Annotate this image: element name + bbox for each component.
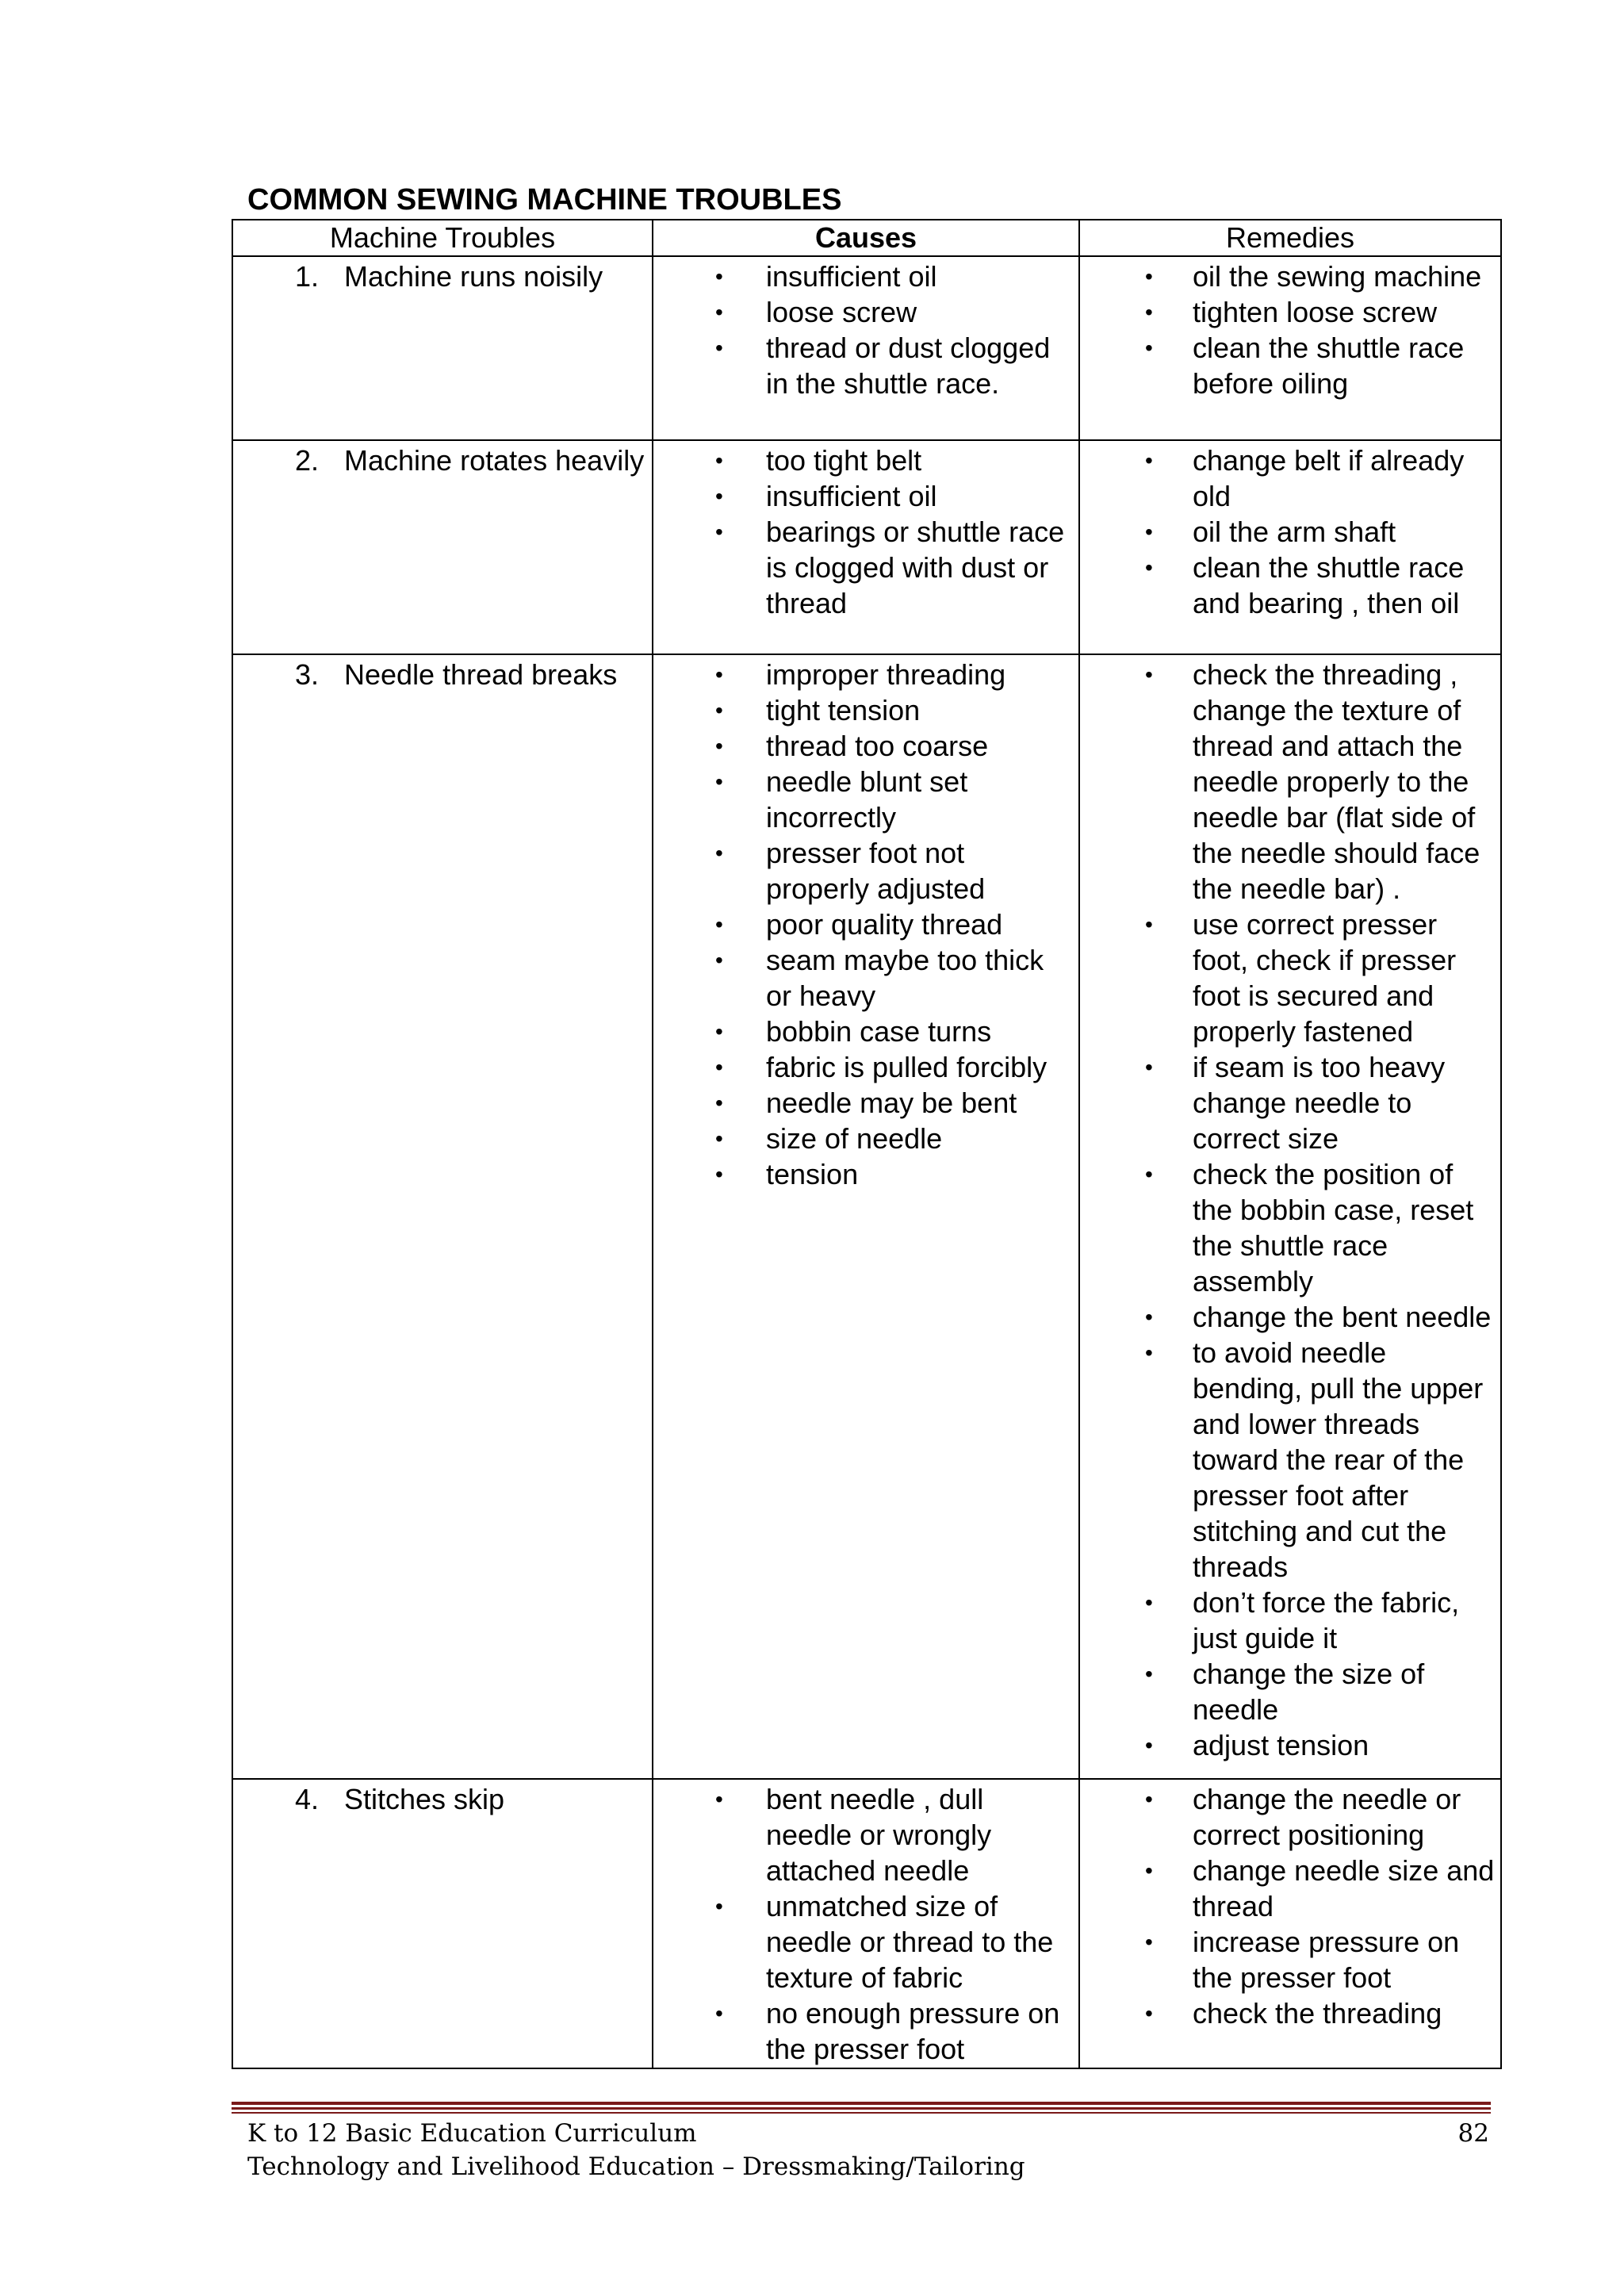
remedy-item [1080,514,1500,550]
trouble-text: Stitches skip [344,1783,505,1815]
footer-rule-thick [232,2102,1491,2105]
cause-item-text: unmatched size of needle or thread to the texture of fabric [766,1890,1054,1994]
bullet-icon: • [1145,300,1153,324]
remedy-item [1080,443,1500,514]
bullet-icon: • [715,1162,723,1186]
cause-item-text: thread too coarse [766,730,989,762]
bullet-icon: • [715,335,723,360]
bullet-icon: • [1145,264,1153,289]
remedy-item-text: check the threading , change the texture of thread and attach the needle properly to the needle bar (flat side of the needle should face the needle bar) . [1193,658,1480,905]
cause-item-text: bearings or shuttle race is clogged with dust or thread [766,516,1065,619]
header-causes: Causes [653,220,1079,256]
table-row [232,654,1501,1779]
remedy-item-text: to avoid needle bending, pull the upper and lower threads toward the rear of the presser foot after stitching and cut the threads [1193,1336,1484,1583]
bullet-icon: • [1145,1733,1153,1757]
remedy-item [1080,1781,1500,1853]
cause-item-text: fabric is pulled forcibly [766,1051,1048,1083]
cause-item [653,764,1078,835]
bullet-icon: • [1145,1055,1153,1079]
cause-item [653,1781,1078,1888]
cause-item-text: improper threading [766,658,1006,691]
trouble-cell [232,654,653,1779]
remedy-item [1080,1853,1500,1924]
cause-item [653,1995,1078,2067]
bullet-icon: • [1145,1662,1153,1686]
cause-item [653,514,1078,621]
remedy-item-text: clean the shuttle race before oiling [1193,332,1465,400]
remedy-item-text: oil the sewing machine [1193,260,1482,293]
remedy-item-text: oil the arm shaft [1193,516,1396,548]
cause-item-text: needle may be bent [766,1087,1017,1119]
remedy-item-text: change belt if already old [1193,444,1465,512]
bullet-icon: • [715,769,723,794]
header-remedies: Remedies [1079,220,1501,256]
cause-item [653,657,1078,692]
remedies-cell [1079,654,1501,1779]
remedies-list [1080,257,1500,401]
remedy-item-text: check the threading [1193,1997,1442,2030]
cause-item [653,294,1078,330]
bullet-icon: • [1145,662,1153,687]
trouble-text: Needle thread breaks [344,658,618,691]
bullet-icon: • [1145,1858,1153,1883]
bullet-icon: • [1145,1305,1153,1329]
cause-item-text: seam maybe too thick or heavy [766,944,1044,1012]
cause-item-text: too tight belt [766,444,922,477]
causes-list [653,441,1078,621]
remedy-item-text: tighten loose screw [1193,296,1438,328]
remedy-item [1080,1585,1500,1656]
remedy-item [1080,1656,1500,1727]
bullet-icon: • [715,1055,723,1079]
bullet-icon: • [715,841,723,865]
remedy-item [1080,330,1500,401]
remedy-item [1080,1924,1500,1995]
cause-item-text: bobbin case turns [766,1015,992,1048]
remedies-list [1080,441,1500,621]
bullet-icon: • [1145,448,1153,473]
cause-item-text: size of needle [766,1122,943,1155]
bullet-icon: • [1145,519,1153,544]
cause-item-text: presser foot not properly adjusted [766,837,986,905]
remedy-item [1080,1995,1500,2031]
cause-item [653,835,1078,907]
remedy-item [1080,657,1500,907]
bullet-icon: • [1145,335,1153,360]
trouble-number: 2. [295,444,320,477]
remedy-item [1080,907,1500,1049]
cause-item [653,692,1078,728]
remedy-item [1080,1335,1500,1585]
bullet-icon: • [715,1019,723,1044]
cause-item [653,907,1078,942]
cause-item [653,443,1078,478]
page-title: COMMON SEWING MACHINE TROUBLES [247,183,842,217]
bullet-icon: • [1145,912,1153,937]
cause-item-text: tension [766,1158,859,1190]
causes-cell [653,256,1079,440]
bullet-icon: • [1145,1340,1153,1365]
bullet-icon: • [715,484,723,508]
remedy-item-text: check the position of the bobbin case, reset the shuttle race assembly [1193,1158,1474,1297]
bullet-icon: • [715,698,723,723]
trouble-number: 4. [295,1783,320,1815]
bullet-icon: • [715,948,723,972]
cause-item [653,1049,1078,1085]
cause-item-text: insufficient oil [766,480,937,512]
cause-item-text: tight tension [766,694,921,726]
remedies-cell [1079,440,1501,654]
troubles-table [232,219,1502,2069]
trouble-text: Machine runs noisily [344,260,603,293]
trouble-text: Machine rotates heavily [344,444,645,477]
cause-item [653,1888,1078,1995]
remedy-item [1080,294,1500,330]
bullet-icon: • [715,1894,723,1918]
bullet-icon: • [715,264,723,289]
cause-item-text: poor quality thread [766,908,1003,941]
trouble-cell [232,1779,653,2068]
causes-list [653,655,1078,1192]
bullet-icon: • [715,300,723,324]
cause-item [653,1014,1078,1049]
bullet-icon: • [1145,1162,1153,1186]
bullet-icon: • [715,519,723,544]
bullet-icon: • [715,1787,723,1811]
trouble-number: 1. [295,260,320,293]
bullet-icon: • [715,912,723,937]
bullet-icon: • [1145,1930,1153,1954]
cause-item-text: loose screw [766,296,917,328]
remedy-item-text: don’t force the fabric, just guide it [1193,1586,1460,1654]
header-machine-troubles: Machine Troubles [232,220,653,256]
footer-curriculum: K to 12 Basic Education Curriculum [247,2119,697,2148]
bullet-icon: • [1145,1590,1153,1615]
remedy-item-text: change needle size and thread [1193,1854,1495,1922]
trouble-cell [232,440,653,654]
cause-item [653,259,1078,294]
remedy-item [1080,1299,1500,1335]
bullet-icon: • [1145,2001,1153,2026]
cause-item [653,478,1078,514]
cause-item-text: insufficient oil [766,260,937,293]
trouble-number: 3. [295,658,320,691]
remedy-item [1080,1727,1500,1763]
bullet-icon: • [715,448,723,473]
bullet-icon: • [1145,555,1153,580]
causes-list [653,257,1078,401]
footer-rule-thin [232,2112,1491,2114]
table-row [232,1779,1501,2068]
bullet-icon: • [715,734,723,758]
remedy-item-text: increase pressure on the presser foot [1193,1926,1460,1994]
bullet-icon: • [715,662,723,687]
bullet-icon: • [715,1091,723,1115]
remedy-item-text: if seam is too heavy change needle to correct size [1193,1051,1446,1155]
remedies-list [1080,1780,1500,2031]
remedy-item [1080,1156,1500,1299]
bullet-icon: • [1145,1787,1153,1811]
cause-item-text: thread or dust clogged in the shuttle race. [766,332,1051,400]
cause-item-text: needle blunt set incorrectly [766,765,968,834]
remedies-list [1080,655,1500,1763]
bullet-icon: • [715,1126,723,1151]
footer-subject: Technology and Livelihood Education – Dressmaking/Tailoring [247,2152,1025,2181]
remedy-item-text: change the bent needle [1193,1301,1492,1333]
cause-item [653,330,1078,401]
causes-cell [653,440,1079,654]
causes-list [653,1780,1078,2067]
page-number: 82 [1457,2119,1489,2148]
cause-item-text: bent needle , dull needle or wrongly attached needle [766,1783,992,1887]
cause-item-text: no enough pressure on the presser foot [766,1997,1060,2065]
trouble-cell [232,256,653,440]
remedies-cell [1079,256,1501,440]
table-row [232,440,1501,654]
cause-item [653,1121,1078,1156]
causes-cell [653,654,1079,1779]
cause-item [653,1156,1078,1192]
cause-item [653,1085,1078,1121]
remedy-item-text: change the needle or correct positioning [1193,1783,1461,1851]
remedy-item [1080,550,1500,621]
cause-item [653,942,1078,1014]
remedy-item-text: change the size of needle [1193,1658,1425,1726]
remedy-item-text: use correct presser foot, check if presser foot is secured and properly fastened [1193,908,1457,1048]
remedy-item-text: clean the shuttle race and bearing , then oil [1193,551,1465,619]
table-row [232,256,1501,440]
causes-cell [653,1779,1079,2068]
footer-rule-middle [232,2107,1491,2110]
bullet-icon: • [715,2001,723,2026]
table-header-row [232,220,1501,256]
remedies-cell [1079,1779,1501,2068]
cause-item [653,728,1078,764]
remedy-item [1080,259,1500,294]
remedy-item-text: adjust tension [1193,1729,1369,1761]
remedy-item [1080,1049,1500,1156]
